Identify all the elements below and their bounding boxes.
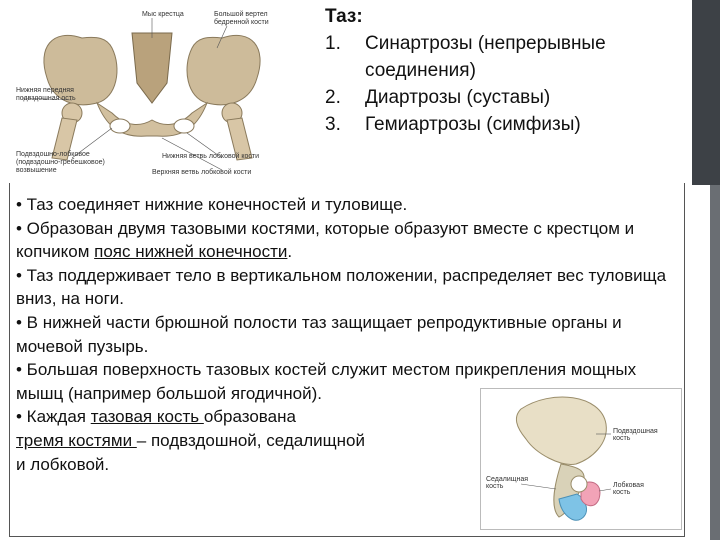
label-anterior-inferior-iliac-spine: Нижняя передняя — [16, 87, 74, 94]
joint-types-list — [325, 30, 685, 138]
label-inferior-pubic-ramus: Нижняя ветвь лобковой кости — [162, 153, 259, 160]
link-three-bones[interactable]: тремя костями — [16, 430, 137, 450]
section-heading: Таз: — [325, 6, 363, 27]
label-pubis-2: кость — [613, 489, 631, 496]
label-iliopubic-eminence-3: возвышение — [16, 167, 57, 174]
bullet-4: • В нижней части брюшной полости таз защищает репродуктивные органы и мочевой пузырь. — [16, 312, 622, 356]
bullet-2: • Образован двумя тазовыми костями, которые образуют вместе с крестцом и копчиком пояс нижней конечности. — [16, 218, 635, 262]
bullet-6: • Каждая тазовая кость образована — [16, 407, 296, 427]
bullet-6-line-3: и лобковой. — [16, 454, 110, 474]
list-item: 3. Гемиартрозы (симфизы) — [325, 114, 581, 135]
label-iliopubic-eminence-2: (подвздошно-гребешковое) — [16, 159, 105, 166]
bullet-1: • Таз соединяет нижние конечностей и туловище. — [16, 195, 408, 214]
list-item: 1. Синартрозы (непрерывные соединения) — [325, 33, 606, 81]
label-ilium: Подвздошная — [613, 428, 658, 435]
label-iliopubic-eminence: Подвздошно-лобковое — [16, 151, 90, 158]
bullet-6-line-2: тремя костями – подвздошной, седалищной — [16, 430, 365, 450]
label-ischium-2: кость — [486, 483, 504, 490]
right-dark-band — [692, 0, 720, 185]
label-ilium-2: кость — [613, 435, 631, 442]
link-pelvic-bone[interactable]: тазовая кость — [90, 407, 204, 427]
label-ischium: Седалищная — [486, 476, 529, 483]
label-greater-trochanter-2: бедренной кости — [214, 19, 269, 26]
label-superior-pubic-ramus: Верхняя ветвь лобковой кости — [152, 169, 252, 176]
right-gray-band — [710, 185, 720, 540]
label-pubis: Лобковая — [613, 482, 644, 489]
bullet-5: • Большая поверхность тазовых костей служит местом прикрепления мощных мышц (например большой ягодичной). — [16, 360, 637, 403]
label-anterior-inferior-iliac-spine-2: подвздошная ость — [16, 95, 76, 102]
label-sacral-promontory: Мыс крестца — [142, 11, 184, 18]
pelvis-illustration — [12, 8, 295, 178]
list-item: 2. Диартрозы (суставы) — [325, 87, 551, 108]
hip-bone-illustration — [480, 388, 682, 530]
link-lower-limb-girdle[interactable]: пояс нижней конечности — [94, 242, 288, 262]
joint-types-box — [325, 6, 685, 138]
label-greater-trochanter: Большой вертел — [214, 11, 268, 18]
bullet-3: • Таз поддерживает тело в вертикальном положении, распределяет вес туловища вниз, на ноги. — [16, 265, 667, 309]
